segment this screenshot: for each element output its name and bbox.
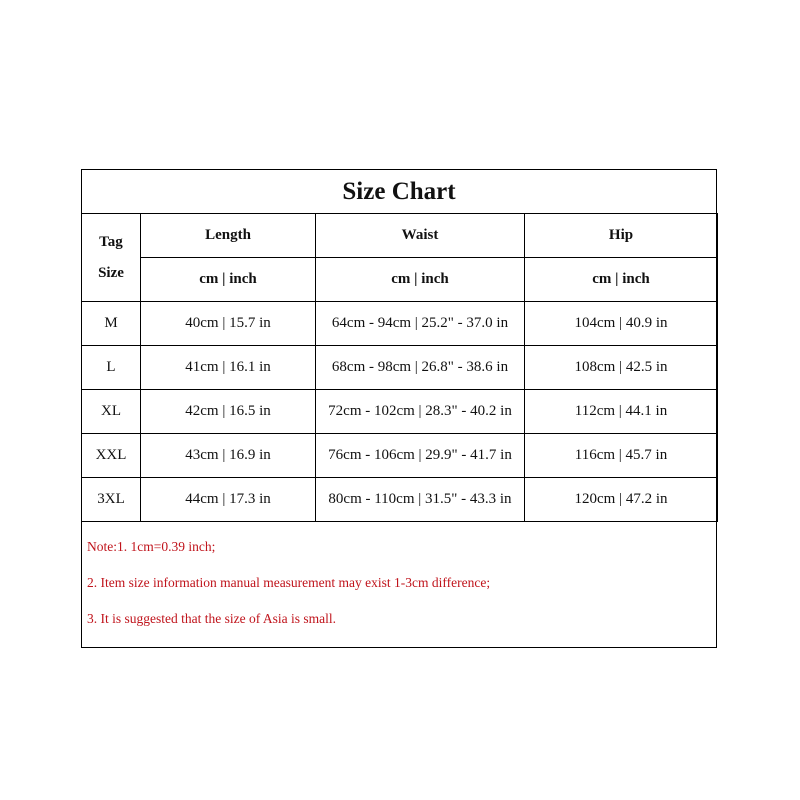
hip-unit-header: cm | inch — [525, 258, 718, 302]
length-cell: 40cm | 15.7 in — [141, 302, 316, 346]
size-cell: 3XL — [82, 478, 141, 522]
hip-cell: 120cm | 47.2 in — [525, 478, 718, 522]
note-line: 2. Item size information manual measurement may exist 1-3cm difference; — [87, 575, 491, 590]
waist-unit-header: cm | inch — [316, 258, 525, 302]
table-row — [82, 434, 718, 478]
size-cell: L — [82, 346, 141, 390]
waist-cell: 64cm - 94cm | 25.2" - 37.0 in — [316, 302, 525, 346]
tag-label: Tag — [99, 233, 123, 250]
length-cell: 42cm | 16.5 in — [141, 390, 316, 434]
waist-cell: 72cm - 102cm | 28.3" - 40.2 in — [316, 390, 525, 434]
length-header: Length — [141, 214, 316, 258]
hip-cell: 116cm | 45.7 in — [525, 434, 718, 478]
table-row — [82, 346, 718, 390]
table-row — [82, 478, 718, 522]
tag-size-header — [82, 214, 141, 302]
size-cell: M — [82, 302, 141, 346]
waist-cell: 76cm - 106cm | 29.9" - 41.7 in — [316, 434, 525, 478]
waist-cell: 68cm - 98cm | 26.8" - 38.6 in — [316, 346, 525, 390]
size-label: Size — [98, 264, 124, 281]
size-chart — [81, 169, 717, 648]
length-unit-header: cm | inch — [141, 258, 316, 302]
waist-header: Waist — [316, 214, 525, 258]
length-cell: 44cm | 17.3 in — [141, 478, 316, 522]
hip-header: Hip — [525, 214, 718, 258]
length-cell: 41cm | 16.1 in — [141, 346, 316, 390]
header-row-units — [82, 258, 718, 302]
length-cell: 43cm | 16.9 in — [141, 434, 316, 478]
waist-cell: 80cm - 110cm | 31.5" - 43.3 in — [316, 478, 525, 522]
table-row — [82, 390, 718, 434]
size-table — [81, 213, 718, 522]
size-cell: XL — [82, 390, 141, 434]
hip-cell: 112cm | 44.1 in — [525, 390, 718, 434]
table-row — [82, 302, 718, 346]
chart-title: Size Chart — [82, 170, 716, 214]
notes-section — [87, 538, 707, 646]
note-line: Note:1. 1cm=0.39 inch; — [87, 539, 216, 554]
header-row-labels — [82, 214, 718, 258]
note-line: 3. It is suggested that the size of Asia is small. — [87, 611, 336, 626]
size-cell: XXL — [82, 434, 141, 478]
hip-cell: 104cm | 40.9 in — [525, 302, 718, 346]
hip-cell: 108cm | 42.5 in — [525, 346, 718, 390]
